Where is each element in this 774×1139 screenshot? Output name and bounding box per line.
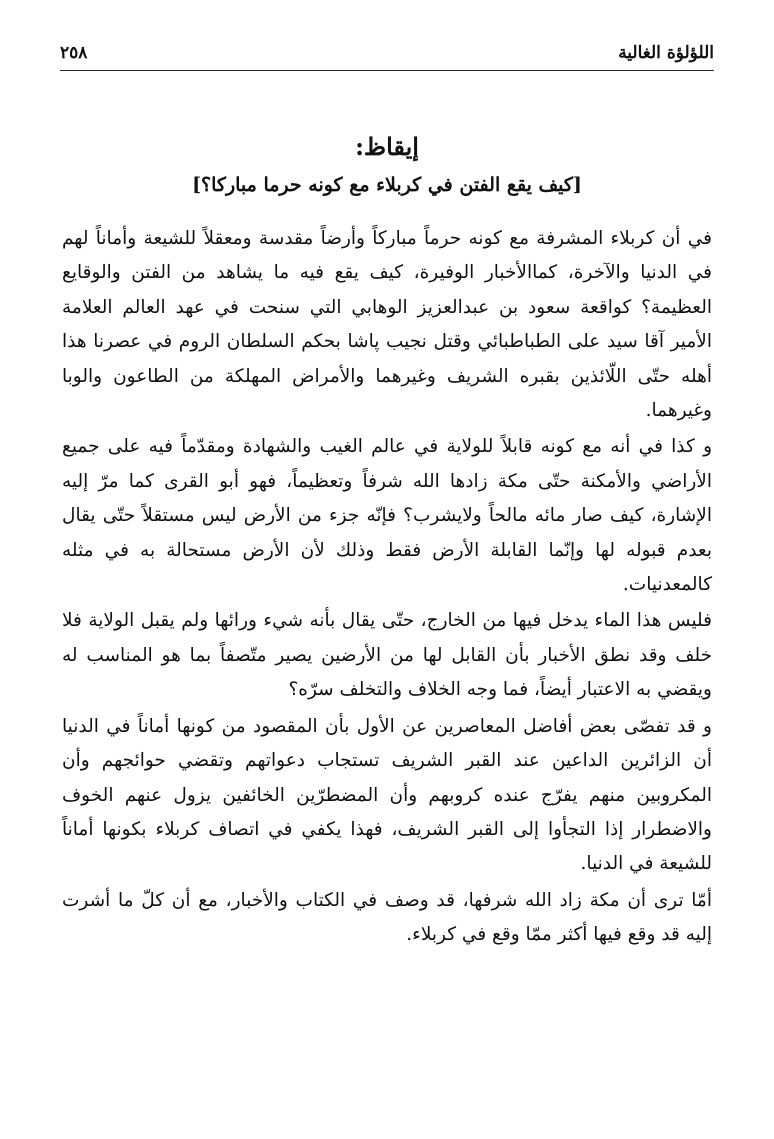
paragraph: أمّا ترى أن مكة زاد الله شرفها، قد وصف في الكتاب والأخبار، مع أن كلّ ما أشرت إليه قد وقع فيها أكثر ممّا وقع في كربلاء. [62,889,712,946]
header-divider [60,70,714,71]
section-subtitle: [كيف يقع الفتن في كربلاء مع كونه حرما مباركا؟] [192,174,582,196]
book-title: اللؤلؤة الغالية [618,43,714,63]
section-title: إيقاظ: [355,132,419,161]
paragraph: فليس هذا الماء يدخل فيها من الخارج، حتّى يقال بأنه شيء ورائها ولم يقبل الولاية فلا خلف وقد نطق الأخبار بأن القابل لها من الأرضين يصير متّصفاً بما هو المناسب له ويقضي به الاعتبار أيضاً، فما وجه الخلاف والتخلف سرّه؟ [62,610,712,701]
paragraph: و كذا في أنه مع كونه قابلاً للولاية في عالم الغيب والشهادة ومقدّماً فيه على جميع الأراضي والأمكنة حتّى مكة زادها الله شرفاً وتعظيماً، فهو أبو القرى كما مرّ إليه الإشارة، كيف صار مائه مالحاً ولايشرب؟ فإنّه جزء من الأرض ليس مستقلاً حتّى يقال بعدم قبوله لها وإنّما القابلة الأرض فقط وذلك لأن الأرض مستحالة به في مثله كالمعدنيات. [62,436,712,596]
running-header [60,38,714,68]
body-text [62,222,712,955]
paragraph: في أن كربلاء المشرفة مع كونه حرماً مباركاً وأرضاً مقدسة ومعقلاً للشيعة وأماناً لهم في الدنيا والآخرة، كماالأخبار الوفيرة، كيف يقع فيه ما يشاهد من الفتن والوقايع العظيمة؟ كواقعة سعود بن عبدالعزيز الوهابي التي سنحت في عهد العالم العلامة الأمير آقا سيد على الطباطبائي وقتل نجيب پاشا بحكم السلطان الروم في عصرنا هذا أهله حتّى اللّائذين بقبره الشريف وغيرهما والأمراض المهلكة من الطاعون والوبا وغيرهما. [62,228,712,422]
page-number: ٢٥٨ [60,43,88,63]
paragraph: و قد تفصّى بعض أفاضل المعاصرين عن الأول بأن المقصود من كونها أماناً في الدنيا أن الزائرين الداعين عند القبر الشريف تستجاب دعواتهم وتقضي حوائجهم وأن المكروبين منهم يفرّج عنده كروبهم وأن المضطرّين الخائفين يزول عنهم الخوف والاضطرار إذا التجأوا إلى القبر الشريف، فهذا يكفي في اتصاف كربلاء بكونها أماناً للشيعة في الدنيا. [62,715,712,875]
